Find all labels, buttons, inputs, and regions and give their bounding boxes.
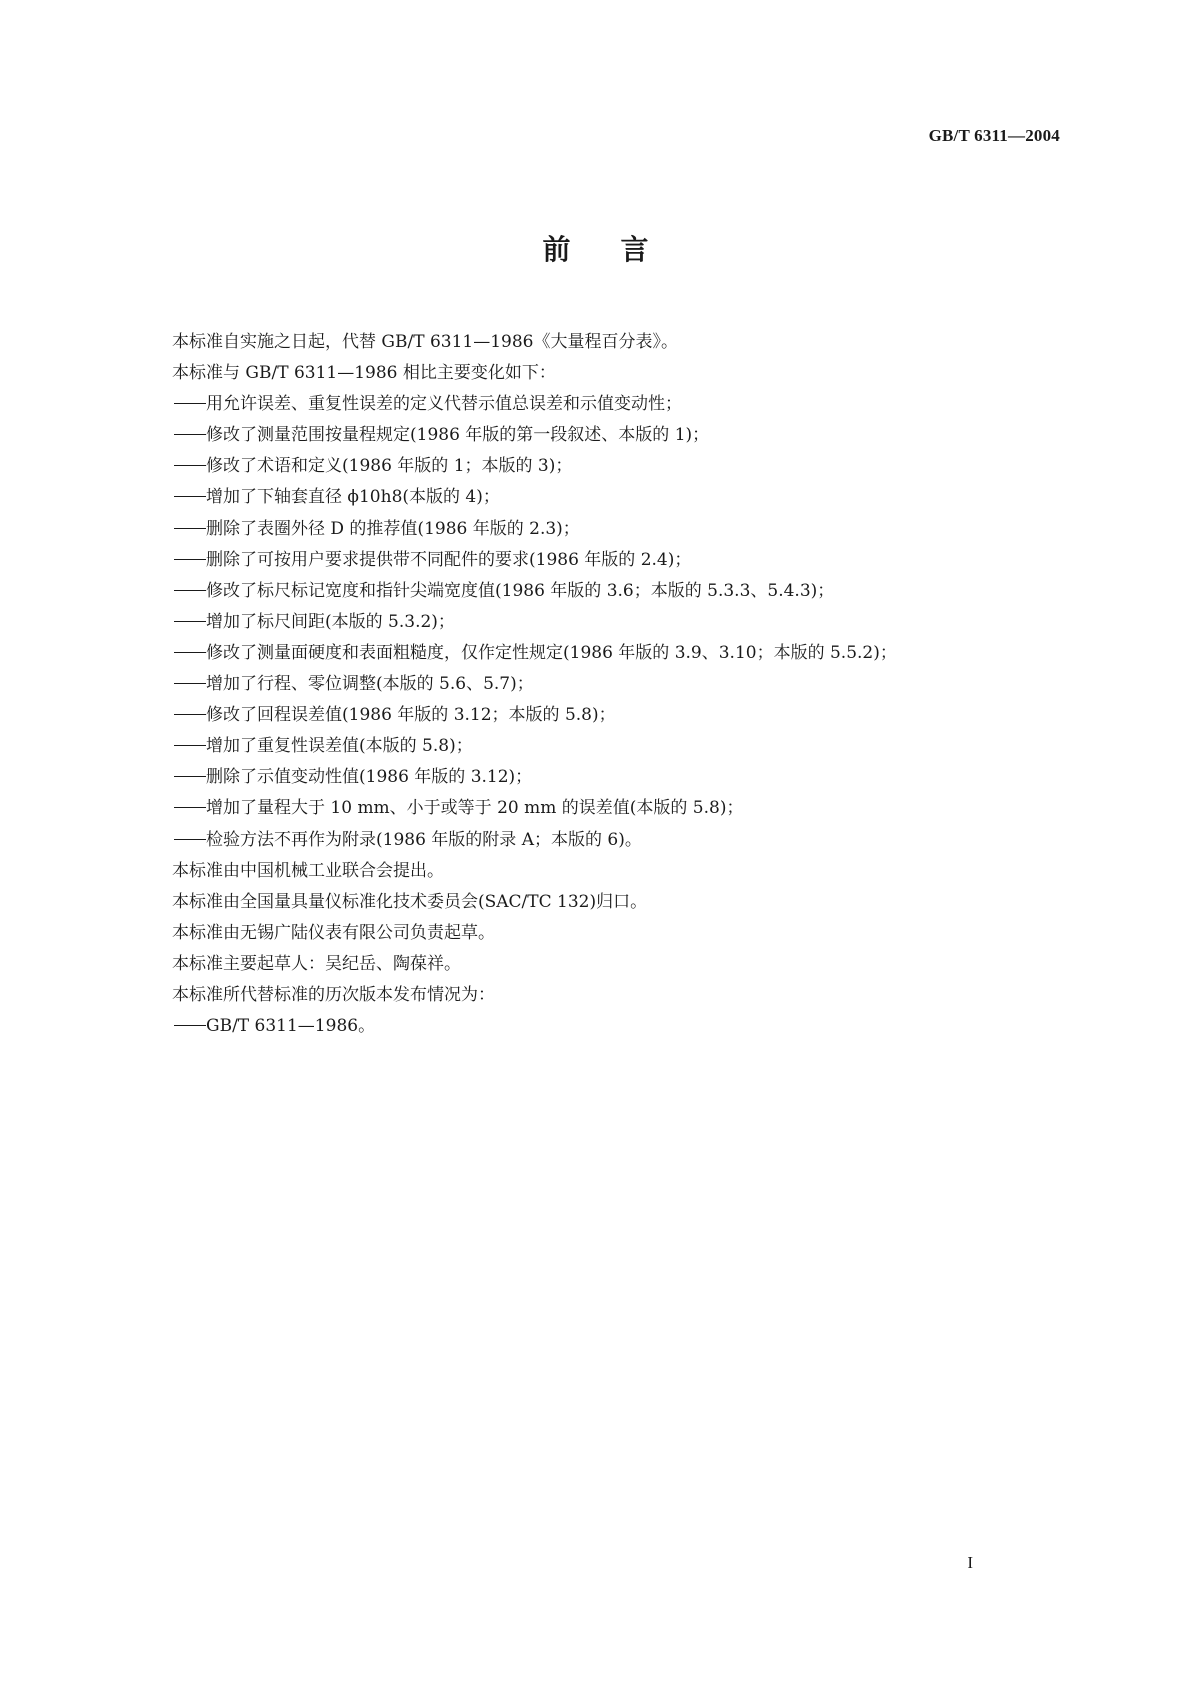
em-dash-marker — [174, 776, 206, 777]
list-item — [0, 825, 1191, 856]
list-item-text: 删除了可按用户要求提供带不同配件的要求(1986 年版的 2.4)； — [206, 549, 692, 570]
page-number: I — [967, 1553, 973, 1572]
em-dash-marker — [174, 434, 206, 435]
paragraph-text: 本标准由全国量具量仪标准化技术委员会(SAC/TC 132)归口。 — [172, 891, 648, 912]
em-dash-marker — [174, 714, 206, 715]
em-dash-marker — [174, 683, 206, 684]
list-item-text: 检验方法不再作为附录(1986 年版的附录 A；本版的 6)。 — [206, 829, 642, 850]
list-item — [0, 669, 1191, 700]
em-dash-marker — [174, 559, 206, 560]
list-item-text: 删除了示值变动性值(1986 年版的 3.12)； — [206, 767, 533, 788]
paragraph-text: 本标准与 GB/T 6311—1986 相比主要变化如下： — [172, 363, 556, 384]
list-item — [0, 482, 1191, 513]
paragraph — [0, 358, 1191, 389]
list-item — [0, 793, 1191, 824]
page-title: 前言 — [542, 233, 699, 266]
list-item-text: 增加了行程、零位调整(本版的 5.6、5.7)； — [206, 674, 534, 695]
list-item — [0, 607, 1191, 638]
em-dash-marker — [174, 528, 206, 529]
paragraph-text: 本标准主要起草人：吴纪岳、陶葆祥。 — [172, 953, 461, 974]
list-item-text: 删除了表圈外径 D 的推荐值(1986 年版的 2.3)； — [206, 518, 580, 539]
em-dash-marker — [174, 745, 206, 746]
foreword-body — [0, 327, 1191, 1042]
standard-number: GB/T 6311—2004 — [928, 126, 1060, 145]
list-item — [0, 638, 1191, 669]
em-dash-marker — [174, 465, 206, 466]
list-item-text: 修改了术语和定义(1986 年版的 1；本版的 3)； — [206, 456, 573, 477]
em-dash-marker — [174, 652, 206, 653]
em-dash-marker — [174, 1025, 206, 1026]
paragraph — [0, 918, 1191, 949]
paragraph — [0, 327, 1191, 358]
list-item — [0, 420, 1191, 451]
list-item — [0, 451, 1191, 482]
list-item — [0, 1011, 1191, 1042]
paragraph — [0, 949, 1191, 980]
em-dash-marker — [174, 839, 206, 840]
em-dash-marker — [174, 621, 206, 622]
em-dash-marker — [174, 590, 206, 591]
list-item — [0, 762, 1191, 793]
list-item — [0, 389, 1191, 420]
paragraph-text: 本标准所代替标准的历次版本发布情况为： — [172, 984, 495, 1005]
em-dash-marker — [174, 496, 206, 497]
list-item — [0, 576, 1191, 607]
list-item-text: 增加了量程大于 10 mm、小于或等于 20 mm 的误差值(本版的 5.8)； — [206, 798, 744, 819]
list-item-text: GB/T 6311—1986。 — [206, 1016, 376, 1037]
list-item-text: 修改了标尺标记宽度和指针尖端宽度值(1986 年版的 3.6；本版的 5.3.3、5.4.3)； — [206, 580, 835, 601]
list-item — [0, 731, 1191, 762]
paragraph — [0, 887, 1191, 918]
em-dash-marker — [174, 403, 206, 404]
list-item-text: 修改了测量面硬度和表面粗糙度，仅作定性规定(1986 年版的 3.9、3.10；本版的 5.5.2)； — [206, 642, 897, 663]
paragraph-text: 本标准由中国机械工业联合会提出。 — [172, 860, 444, 881]
paragraph — [0, 980, 1191, 1011]
list-item — [0, 545, 1191, 576]
list-item-text: 增加了标尺间距(本版的 5.3.2)； — [206, 611, 455, 632]
paragraph-text: 本标准自实施之日起，代替 GB/T 6311—1986《大量程百分表》。 — [172, 332, 678, 352]
list-item-text: 修改了回程误差值(1986 年版的 3.12；本版的 5.8)； — [206, 705, 616, 726]
list-item-text: 增加了下轴套直径 ϕ10h8(本版的 4)； — [206, 487, 500, 508]
paragraph-text: 本标准由无锡广陆仪表有限公司负责起草。 — [172, 922, 495, 943]
list-item-text: 用允许误差、重复性误差的定义代替示值总误差和示值变动性； — [206, 394, 682, 415]
list-item-text: 修改了测量范围按量程规定(1986 年版的第一段叙述、本版的 1)； — [206, 425, 710, 446]
list-item-text: 增加了重复性误差值(本版的 5.8)； — [206, 736, 473, 757]
list-item — [0, 514, 1191, 545]
em-dash-marker — [174, 807, 206, 808]
list-item — [0, 700, 1191, 731]
paragraph — [0, 856, 1191, 887]
